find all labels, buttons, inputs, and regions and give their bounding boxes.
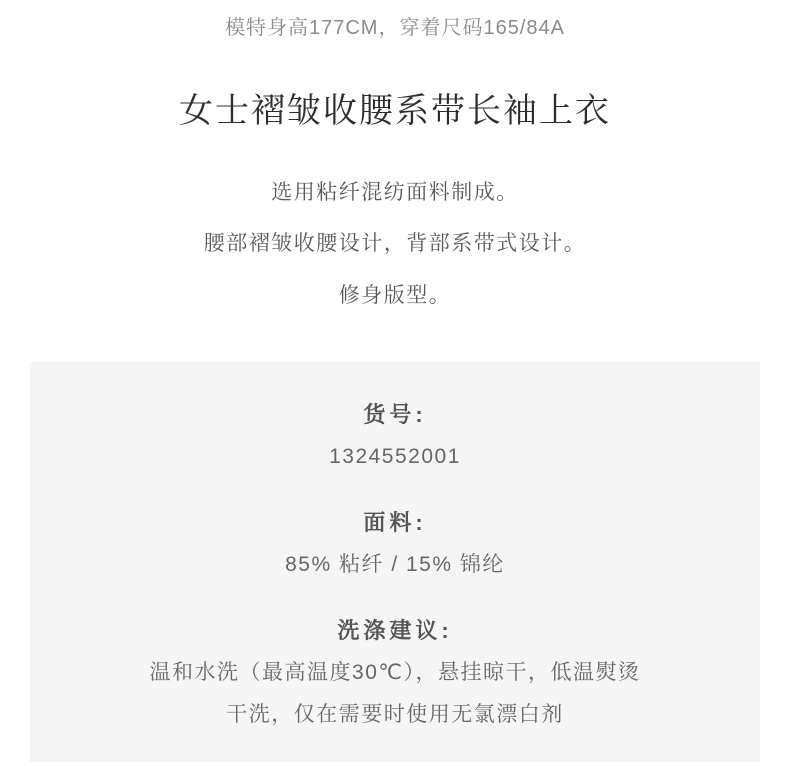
fabric-label: 面料: — [363, 510, 427, 535]
item-number-section — [50, 400, 740, 472]
model-size-info: 模特身高177CM，穿着尺码165/84A — [225, 17, 565, 39]
care-instruction-line-2: 干洗，仅在需要时使用无氯漂白剂 — [226, 703, 564, 726]
product-details-panel — [30, 362, 760, 762]
fabric-section — [50, 508, 740, 580]
item-number-value: 1324552001 — [329, 445, 461, 468]
care-instructions-label: 洗涤建议: — [337, 618, 453, 643]
product-description-line-2: 腰部褶皱收腰设计，背部系带式设计。 — [203, 232, 587, 255]
fabric-composition-value: 85% 粘纤 / 15% 锦纶 — [285, 553, 505, 576]
care-instruction-line-1: 温和水洗（最高温度30℃），悬挂晾干，低温熨烫 — [149, 661, 641, 684]
care-instructions-section — [50, 616, 740, 730]
product-description-line-3: 修身版型。 — [338, 284, 452, 307]
product-title: 女士褶皱收腰系带长袖上衣 — [179, 92, 611, 130]
product-description-line-1: 选用粘纤混纺面料制成。 — [271, 181, 519, 204]
item-number-label: 货号: — [363, 402, 427, 427]
